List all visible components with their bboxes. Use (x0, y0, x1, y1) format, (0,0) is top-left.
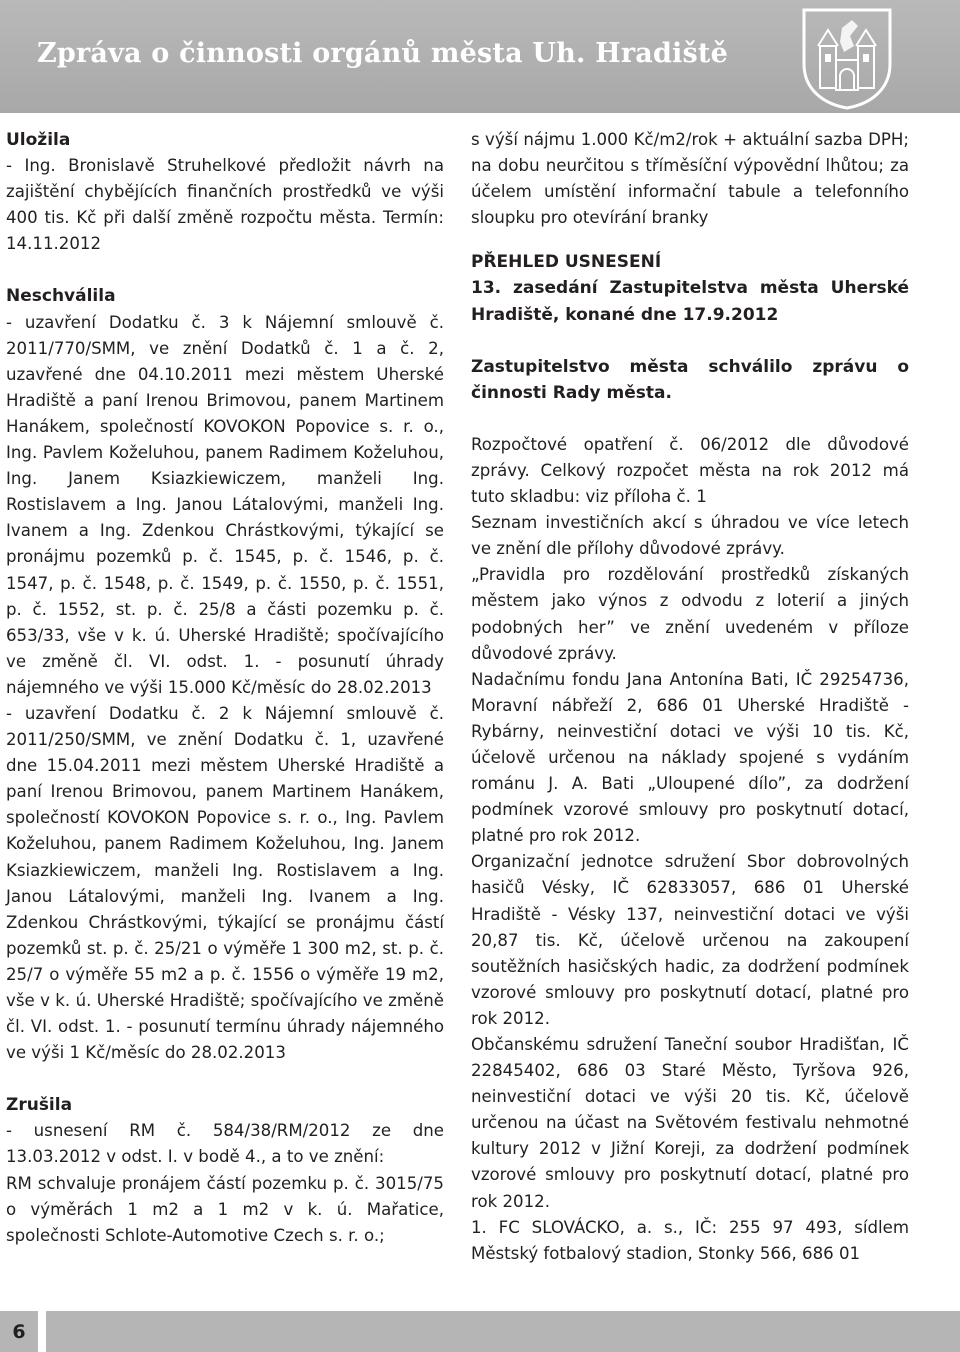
continuation-text: s výší nájmu 1.000 Kč/m2/rok + aktuální sazba DPH; na dobu neurčitou s tříměsíční výpovědní lhůtou; za účelem umístění informační tabule a telefonního sloupku pro otevírání branky (471, 130, 909, 228)
resolution-paragraph: 1. FC SLOVÁCKO, a. s., IČ: 255 97 493, sídlem Městský fotbalový stadion, Stonky 566, 686 01 (471, 1217, 909, 1263)
header-title: Zpráva o činnosti orgánů města Uh. Hradiště (37, 38, 728, 69)
section-head-ulozila: Uložila (6, 130, 71, 150)
resolution-paragraph: Organizační jednotce sdružení Sbor dobrovolných hasičů Vésky, IČ 62833057, 686 01 Uherské Hradiště - Vésky 137, neinvestiční dotaci ve výši 20,87 tis. Kč, účelově určenou na zakoupení soutěžních hasičských hadic, za dodržení podmínek vzorové smlouvy pro poskytnutí dotací, platné pro rok 2012. (471, 852, 909, 1028)
city-coat-of-arms-icon (798, 6, 896, 110)
zrusila-item: RM schvaluje pronájem částí pozemku p. č. 3015/75 o výměrách 1 m2 a 1 m2 v k. ú. Mařatice, společnosti Schlote-Automotive Czech s. r. o.; (6, 1173, 444, 1245)
session-title: 13. zasedání Zastupitelstva města Uherské Hradiště, konané dne 17.9.2012 (471, 278, 909, 325)
section-head-neschvalila: Neschválila (6, 286, 116, 307)
footer-bar (46, 1311, 960, 1352)
page-header (0, 0, 960, 113)
right-column (471, 127, 909, 1267)
section-head-prehled: PŘEHLED USNESENÍ (471, 252, 662, 273)
resolution-paragraph: Rozpočtové opatření č. 06/2012 dle důvodové zprávy. Celkový rozpočet města na rok 2012 má tuto skladbu: viz příloha č. 1 (471, 434, 909, 507)
resolution-paragraph: Nadačnímu fondu Jana Antonína Bati, IČ 29254736, Moravní nábřeží 2, 686 01 Uherské Hradiště - Rybárny, neinvestiční dotaci ve výši 10 tis. Kč, účelově určenou na náklady spojené s vydáním románu J. A. Bati „Uloupené dílo”, za dodržení podmínek vzorové smlouvy pro poskytnutí dotací, platné pro rok 2012. (471, 669, 909, 846)
left-column (6, 127, 444, 1249)
zrusila-item: - usnesení RM č. 584/38/RM/2012 ze dne 13.03.2012 v odst. I. v bodě 4., a to ve znění: (6, 1121, 444, 1167)
ulozila-item: - Ing. Bronislavě Struhelkové předložit návrh na zajištění chybějících finančních prostředků ve výši 400 tis. Kč při další změně rozpočtu města. Termín: 14.11.2012 (6, 156, 444, 254)
neschvalila-item: - uzavření Dodatku č. 3 k Nájemní smlouvě č. 2011/770/SMM, ve znění Dodatků č. 1 a č. 2, uzavřené dne 04.10.2011 mezi městem Uherské Hradiště a paní Irenou Brimovou, panem Martinem Hanákem, společností KOVOKON Popovice s. r. o., Ing. Pavlem Koželuhou, panem Radimem Koželuhou, Ing. Janem Ksiazkiewiczem, manželi Ing. Rostislavem a Ing. Janou Látalovými, manželi Ing. Ivanem a Ing. Zdenkou Chrástkovými, týkající se pronájmu pozemků p. č. 1545, p. č. 1546, p. č. 1547, p. č. 1548, p. č. 1549, p. č. 1550, p. č. 1551, p. č. 1552, st. p. č. 25/8 a části pozemku p. č. 653/33, vše v k. ú. Uherské Hradiště; spočívajícího ve změně čl. VI. odst. 1. - posunutí úhrady nájemného ve výši 15.000 Kč/měsíc do 28.02.2013 (6, 312, 444, 697)
resolution-paragraph: „Pravidla pro rozdělování prostředků získaných městem jako výnos z odvodu z loterií a jiných podobných her” ve znění uvedeném v příloze důvodové zprávy. (471, 565, 909, 663)
page-number: 6 (0, 1311, 38, 1352)
section-head-zrusila: Zrušila (6, 1095, 73, 1116)
neschvalila-item: - uzavření Dodatku č. 2 k Nájemní smlouvě č. 2011/250/SMM, ve znění Dodatku č. 1, uzavřené dne 15.04.2011 mezi městem Uherské Hradiště a paní Irenou Brimovou, panem Martinem Hanákem, společností KOVOKON Popovice s. r. o., Ing. Pavlem Koželuhou, panem Radimem Koželuhou, Ing. Janem Ksiazkiewiczem, manželi Ing. Rostislavem a Ing. Janou Látalovými, manželi Ing. Ivanem a Ing. Zdenkou Chrástkovými, týkající se pronájmu částí pozemků st. p. č. 25/21 o výměře 1 300 m2, st. p. č. 25/7 o výměře 55 m2 a p. č. 1556 o výměře 19 m2, vše v k. ú. Uherské Hradiště; spočívajícího ve změně čl. VI. odst. 1. - posunutí termínu úhrady nájemného ve výši 1 Kč/měsíc do 28.02.2013 (6, 703, 444, 1063)
resolution-paragraph: Seznam investičních akcí s úhradou ve více letech ve znění dle přílohy důvodové zprávy. (471, 513, 909, 559)
approved-head: Zastupitelstvo města schválilo zprávu o činnosti Rady města. (471, 356, 909, 403)
resolution-paragraph: Občanskému sdružení Taneční soubor Hradišťan, IČ 22845402, 686 03 Staré Město, Tyršova 926, neinvestiční dotaci ve výši 20 tis. Kč, účelově určenou na účast na Světovém festivalu nehmotné kultury 2012 v Jižní Koreji, za dodržení podmínek vzorové smlouvy pro poskytnutí dotací, platné pro rok 2012. (471, 1035, 909, 1211)
